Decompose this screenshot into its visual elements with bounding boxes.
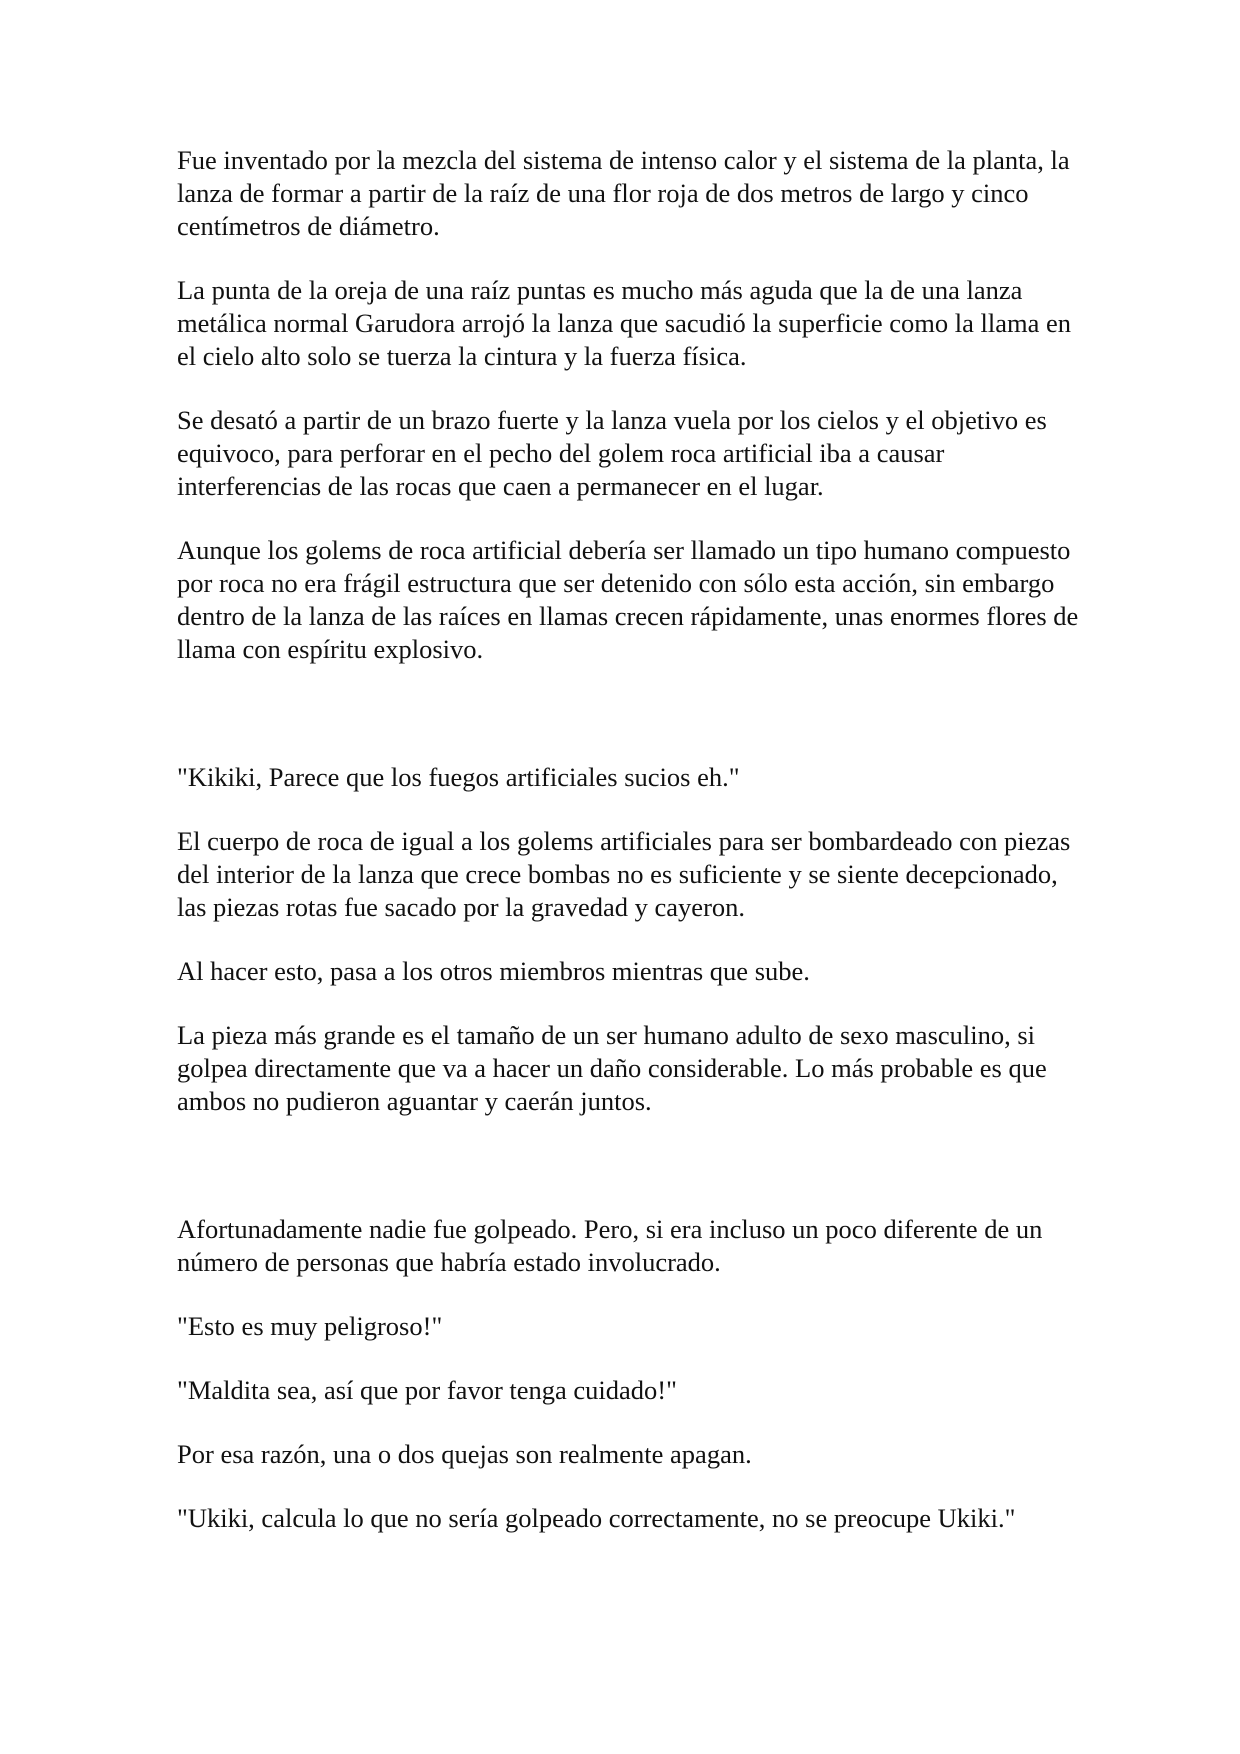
paragraph: Afortunadamente nadie fue golpeado. Pero, si era incluso un poco diferente de un número de personas que habría estado involucrado. <box>177 1214 1043 1277</box>
dialogue-paragraph: "Ukiki, calcula lo que no sería golpeado correctamente, no se preocupe Ukiki." <box>177 1503 1016 1533</box>
dialogue-paragraph: "Esto es muy peligroso!" <box>177 1311 443 1341</box>
paragraph: El cuerpo de roca de igual a los golems artificiales para ser bombardeado con piezas del interior de la lanza que crece bombas no es suficiente y se siente decepcionado, las piezas rotas fue sacado por la gravedad y cayeron. <box>177 826 1071 922</box>
paragraph: La punta de la oreja de una raíz puntas es mucho más aguda que la de una lanza metálica normal Garudora arrojó la lanza que sacudió la superficie como la llama en el cielo alto solo se tuerza la cintura y la fuerza física. <box>177 275 1071 371</box>
text-column <box>177 144 1082 1566</box>
paragraph: La pieza más grande es el tamaño de un ser humano adulto de sexo masculino, si golpea directamente que va a hacer un daño considerable. Lo más probable es que ambos no pudieron aguantar y caerán juntos. <box>177 1020 1047 1116</box>
paragraph: Al hacer esto, pasa a los otros miembros mientras que sube. <box>177 956 810 986</box>
dialogue-paragraph: "Kikiki, Parece que los fuegos artificiales sucios eh." <box>177 762 740 792</box>
section-break <box>177 1149 1082 1213</box>
dialogue-paragraph: "Maldita sea, así que por favor tenga cuidado!" <box>177 1375 677 1405</box>
paragraph: Aunque los golems de roca artificial debería ser llamado un tipo humano compuesto por roca no era frágil estructura que ser detenido con sólo esta acción, sin embargo dentro de la lanza de las raíces en llamas crecen rápidamente, unas enormes flores de llama con espíritu explosivo. <box>177 535 1079 664</box>
paragraph: Por esa razón, una o dos quejas son realmente apagan. <box>177 1439 752 1469</box>
paragraph: Fue inventado por la mezcla del sistema de intenso calor y el sistema de la planta, la lanza de formar a partir de la raíz de una flor roja de dos metros de largo y cinco centímetros de diámetro. <box>177 145 1070 241</box>
section-break <box>177 697 1082 761</box>
paragraph: Se desató a partir de un brazo fuerte y la lanza vuela por los cielos y el objetivo es equivoco, para perforar en el pecho del golem roca artificial iba a causar interferencias de las rocas que caen a permanecer en el lugar. <box>177 405 1047 501</box>
